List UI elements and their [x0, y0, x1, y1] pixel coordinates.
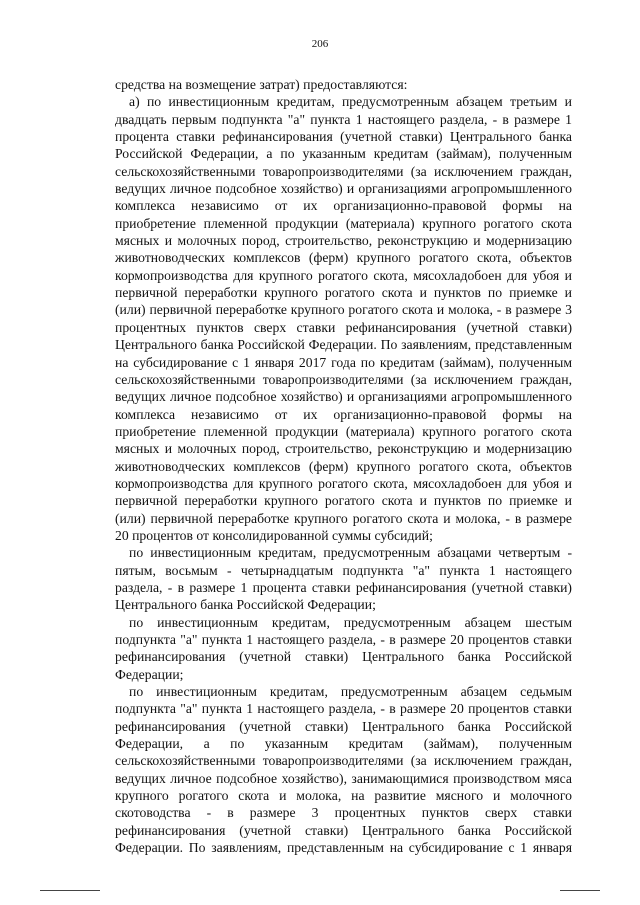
- text-line: рефинансирования (учетной ставки) Центрального банка Российской: [115, 822, 572, 838]
- text-line: Федерации. По заявлениям, представленным на субсидирование с 1 января: [115, 840, 572, 856]
- scan-artifact: [560, 890, 600, 891]
- text-line: первичной переработки крупного рогатого скота и пунктов по приемке и: [115, 285, 572, 301]
- text-line: сельскохозяйственными товаропроизводителями (за исключением граждан,: [115, 371, 572, 387]
- text-line: раздела, - в размере 1 процента ставки рефинансирования (учетной ставки): [115, 579, 572, 595]
- text-line: 20 процентов от консолидированной суммы субсидий;: [115, 527, 433, 543]
- text-line: на субсидирование с 1 января 2017 года по кредитам (займам), полученным: [115, 354, 572, 370]
- text-line: процентных пунктов сверх ставки рефинансирования (учетной ставки): [115, 319, 572, 335]
- text-line: мясных и молочных пород, строительство, реконструкцию и модернизацию: [115, 233, 572, 249]
- text-line: а) по инвестиционным кредитам, предусмотренным абзацем третьим и: [129, 94, 572, 110]
- text-line: приобретение племенной продукции (материала) крупного рогатого скота: [115, 423, 572, 439]
- text-line: по инвестиционным кредитам, предусмотренным абзацами четвертым -: [129, 545, 572, 561]
- text-line: Центрального банка Российской Федерации. По заявлениям, представленным: [115, 337, 572, 353]
- text-line: ведущих личное подсобное хозяйство) и организациями агропромышленного: [115, 181, 572, 197]
- text-line: пятым, восьмым - четырнадцатым подпункта "а" пункта 1 настоящего: [115, 562, 572, 578]
- text-line: подпункта "а" пункта 1 настоящего раздела, - в размере 20 процентов ставки: [115, 632, 572, 647]
- text-line: сельскохозяйственными товаропроизводителями (за исключением граждан,: [115, 163, 572, 179]
- text-line: животноводческих комплексов (ферм) крупного рогатого скота, объектов: [115, 458, 572, 474]
- text-line: Центрального банка Российской Федерации;: [115, 597, 376, 613]
- text-line: рефинансирования (учетной ставки) Центрального банка Российской: [115, 649, 572, 665]
- text-line: Федерации, а по указанным кредитам (займам), полученным: [115, 736, 572, 752]
- text-line: крупного рогатого скота и молока, на развитие мясного и молочного: [115, 788, 572, 804]
- text-line: ведущих личное подсобное хозяйство) и организациями агропромышленного: [115, 389, 572, 405]
- scan-artifact: [40, 890, 100, 891]
- text-line: Федерации;: [115, 666, 184, 682]
- text-line: животноводческих комплексов (ферм) крупного рогатого скота, объектов: [115, 250, 572, 266]
- text-line: первичной переработки крупного рогатого скота и пунктов по приемке и: [115, 493, 572, 509]
- document-body: [115, 76, 572, 856]
- text-line: по инвестиционным кредитам, предусмотренным абзацем седьмым: [129, 684, 572, 700]
- text-line: сельскохозяйственными товаропроизводителями (за исключением граждан,: [115, 753, 572, 769]
- text-line: приобретение племенной продукции (материала) крупного рогатого скота: [115, 215, 572, 231]
- text-line: процента ставки рефинансирования (учетной ставки) Центрального банка: [115, 129, 572, 145]
- text-line: двадцать первым подпункта "а" пункта 1 настоящего раздела, - в размере 1: [115, 111, 572, 127]
- text-line: кормопроизводства для крупного рогатого скота, мясохладобоен для убоя и: [115, 267, 572, 283]
- text-line: подпункта "а" пункта 1 настоящего раздела, - в размере 20 процентов ставки: [115, 701, 572, 717]
- text-line: по инвестиционным кредитам, предусмотренным абзацем шестым: [129, 614, 572, 630]
- text-line: Российской Федерации, а по указанным кредитам (займам), полученным: [115, 146, 572, 162]
- text-line: (или) первичной переработке крупного рогатого скота и молока, - в размере 3: [115, 302, 572, 318]
- text-line: рефинансирования (учетной ставки) Центрального банка Российской: [115, 718, 572, 734]
- text-line: мясных и молочных пород, строительство, реконструкцию и модернизацию: [115, 441, 572, 457]
- text-line: комплекса независимо от их организационно-правовой формы на: [115, 406, 572, 422]
- text-line: кормопроизводства для крупного рогатого скота, мясохладобоен для убоя и: [115, 475, 572, 491]
- text-line: ведущих личное подсобное хозяйство), занимающимися производством мяса: [115, 770, 572, 786]
- page-number: 206: [311, 38, 329, 50]
- text-line: средства на возмещение затрат) предоставляются:: [115, 77, 408, 92]
- text-line: комплекса независимо от их организационно-правовой формы на: [115, 198, 572, 214]
- text-line: скотоводства - в размере 3 процентных пунктов сверх ставки: [115, 805, 572, 821]
- text-line: (или) первичной переработке крупного рогатого скота и молока, - в размере: [115, 510, 572, 526]
